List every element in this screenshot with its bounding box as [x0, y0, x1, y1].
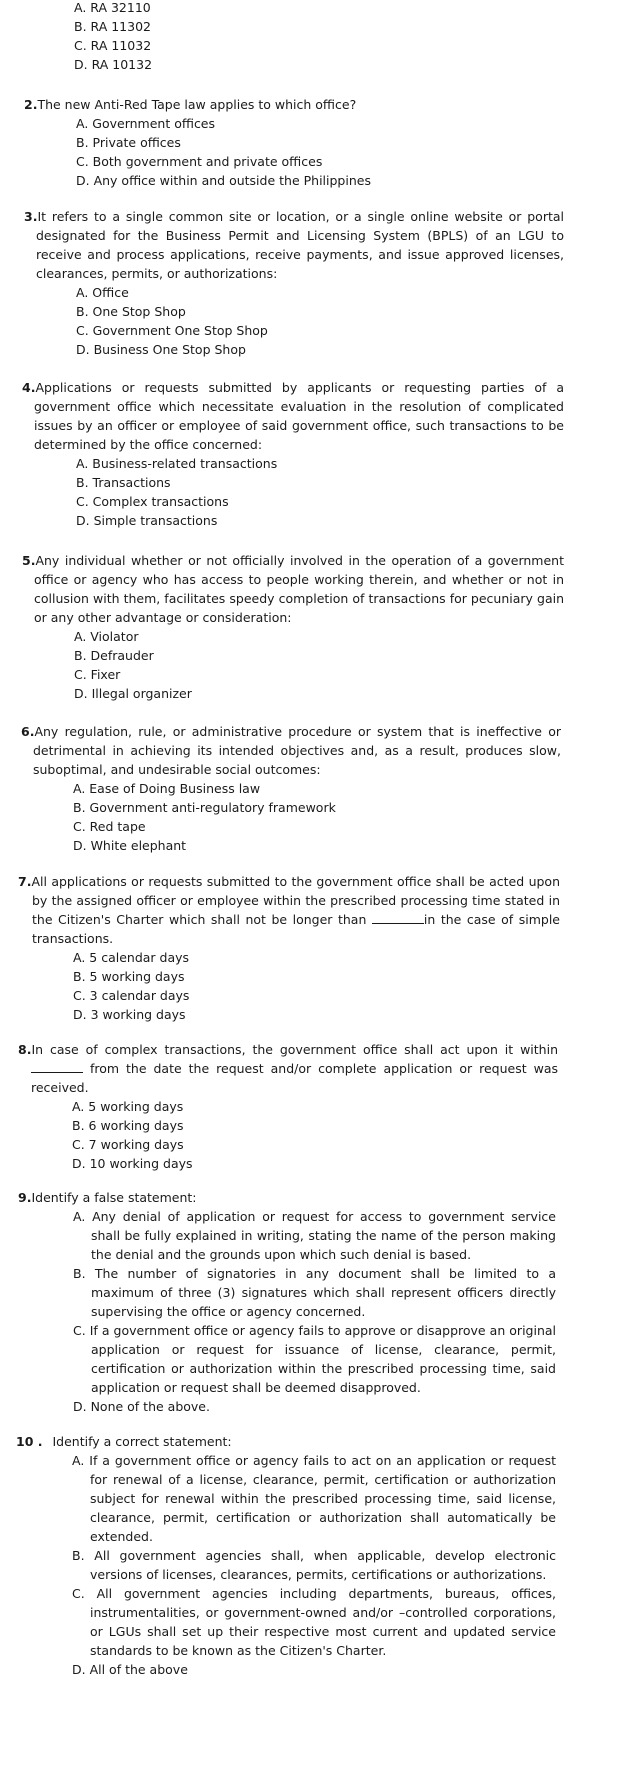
option-a: A. Ease of Doing Business law: [73, 781, 261, 796]
question-10-options: [72, 1451, 556, 1679]
question-9-options: [73, 1207, 556, 1416]
question-number: 6.: [21, 724, 35, 739]
question-8-options: [72, 1097, 558, 1173]
question-stem: The new Anti-Red Tape law applies to which office?: [37, 97, 357, 112]
option-d: D. Business One Stop Shop: [76, 342, 246, 357]
option-c: C. RA 11032: [74, 38, 152, 53]
option-c: C. 7 working days: [72, 1137, 184, 1152]
option-a: A. Office: [76, 285, 129, 300]
question-5: [22, 551, 564, 703]
question-1-tail: [74, 0, 274, 74]
question-6-options: [73, 779, 561, 855]
option-b: B. 5 working days: [73, 969, 185, 984]
question-2: [24, 95, 564, 190]
option-a: A. 5 working days: [72, 1099, 184, 1114]
question-stem: Identify a false statement:: [31, 1190, 197, 1205]
question-stem-end: from the date the request and/or complete application or request was received.: [31, 1061, 558, 1095]
option-d: D. Illegal organizer: [74, 686, 192, 701]
option-c: C. Red tape: [73, 819, 146, 834]
option-a: A. RA 32110: [74, 0, 151, 15]
option-a: A. Violator: [74, 629, 139, 644]
option-a: A. 5 calendar days: [73, 950, 190, 965]
option-d: D. All of the above: [72, 1662, 188, 1677]
question-number: 10 .: [16, 1434, 43, 1449]
question-7-options: [73, 948, 560, 1024]
option-a: A. Any denial of application or request for access to government service shall be fully explained in writing, stating the name of the person making the denial and the grounds upon which such denial is based.: [73, 1209, 556, 1262]
question-5-options: [74, 627, 564, 703]
fill-in-blank: [372, 912, 424, 924]
option-a: A. Government offices: [76, 116, 216, 131]
option-d: D. 3 working days: [73, 1007, 186, 1022]
question-number: 5.: [22, 553, 36, 568]
question-4-options: [76, 454, 564, 530]
option-c: C. Both government and private offices: [76, 154, 323, 169]
option-c: C. Government One Stop Shop: [76, 323, 268, 338]
option-c: C. Fixer: [74, 667, 121, 682]
question-stem: Applications or requests submitted by applicants or requesting parties of a government office which necessitate evaluation in the resolution of complicated issues by an officer or employee of said government office, such transactions to be determined by the office concerned:: [34, 380, 564, 452]
option-a: A. If a government office or agency fails to act on an application or request for renewal of a license, clearance, permit, certification or authorization subject for renewal within the prescribed processing time, said license, clearance, permit, certification or authorization shall automatically be extended.: [72, 1453, 556, 1544]
question-10: [16, 1432, 556, 1679]
question-number: 8.: [18, 1042, 32, 1057]
question-number: 7.: [18, 874, 32, 889]
question-9: [18, 1188, 556, 1416]
option-b: B. One Stop Shop: [76, 304, 186, 319]
option-b: B. Government anti-regulatory framework: [73, 800, 336, 815]
question-3: [24, 207, 564, 359]
question-stem-end: in the case of simple transactions.: [32, 912, 560, 946]
option-d: D. Any office within and outside the Philippines: [76, 173, 371, 188]
question-7: [18, 872, 560, 1024]
question-stem: Any individual whether or not officially involved in the operation of a government office or agency who has access to people working therein, and whether or not in collusion with them, facilitates speedy completion of transactions for pecuniary gain or any other advantage or consideration:: [34, 553, 564, 625]
option-b: B. Transactions: [76, 475, 171, 490]
question-stem: Identify a correct statement:: [52, 1434, 232, 1449]
option-b: B. All government agencies shall, when applicable, develop electronic versions of licenses, clearances, permits, certifications or authorizations.: [72, 1548, 556, 1582]
question-number: 4.: [22, 380, 36, 395]
option-c: C. 3 calendar days: [73, 988, 190, 1003]
option-c: C. If a government office or agency fails to approve or disapprove an original application or request for issuance of license, clearance, permit, certification or authorization within the prescribed processing time, said application or request shall be deemed disapproved.: [73, 1323, 556, 1395]
question-stem: In case of complex transactions, the government office shall act upon it within: [31, 1042, 558, 1057]
option-a: A. Business-related transactions: [76, 456, 278, 471]
question-2-options: [76, 114, 564, 190]
question-stem: It refers to a single common site or location, or a single online website or portal designated for the Business Permit and Licensing System (BPLS) of an LGU to receive and process applications, receive payments, and issue approved licenses, clearances, permits, or authorizations:: [36, 209, 564, 281]
question-6: [21, 722, 561, 855]
option-b: B. 6 working days: [72, 1118, 184, 1133]
question-number: 2.: [24, 97, 38, 112]
fill-in-blank: [31, 1061, 83, 1073]
question-stem: All applications or requests submitted to the government office shall be acted upon by the assigned officer or employee within the prescribed processing time stated in the Citizen's Charter which shall not be longer than: [31, 874, 560, 927]
question-4: [22, 378, 564, 530]
question-number: 3.: [24, 209, 38, 224]
option-c: C. Complex transactions: [76, 494, 229, 509]
option-d: D. White elephant: [73, 838, 187, 853]
option-c: C. All government agencies including departments, bureaus, offices, instrumentalities, or government-owned and/or –controlled corporations, or LGUs shall set up their respective most current and updated service standards to be known as the Citizen's Charter.: [72, 1586, 556, 1658]
question-number: 9.: [18, 1190, 32, 1205]
question-8: [18, 1040, 558, 1173]
question-stem: Any regulation, rule, or administrative procedure or system that is ineffective or detrimental in achieving its intended objectives and, as a result, produces slow, suboptimal, and undesirable social outcomes:: [33, 724, 561, 777]
question-1-options: [74, 0, 274, 74]
option-d: D. RA 10132: [74, 57, 153, 72]
option-d: D. 10 working days: [72, 1156, 193, 1171]
option-b: B. Private offices: [76, 135, 181, 150]
question-3-options: [76, 283, 564, 359]
option-b: B. Defrauder: [74, 648, 154, 663]
option-b: B. RA 11302: [74, 19, 151, 34]
option-d: D. None of the above.: [73, 1399, 210, 1414]
option-b: B. The number of signatories in any document shall be limited to a maximum of three (3) signatures which shall represent officers directly supervising the office or agency concerned.: [73, 1266, 556, 1319]
option-d: D. Simple transactions: [76, 513, 218, 528]
